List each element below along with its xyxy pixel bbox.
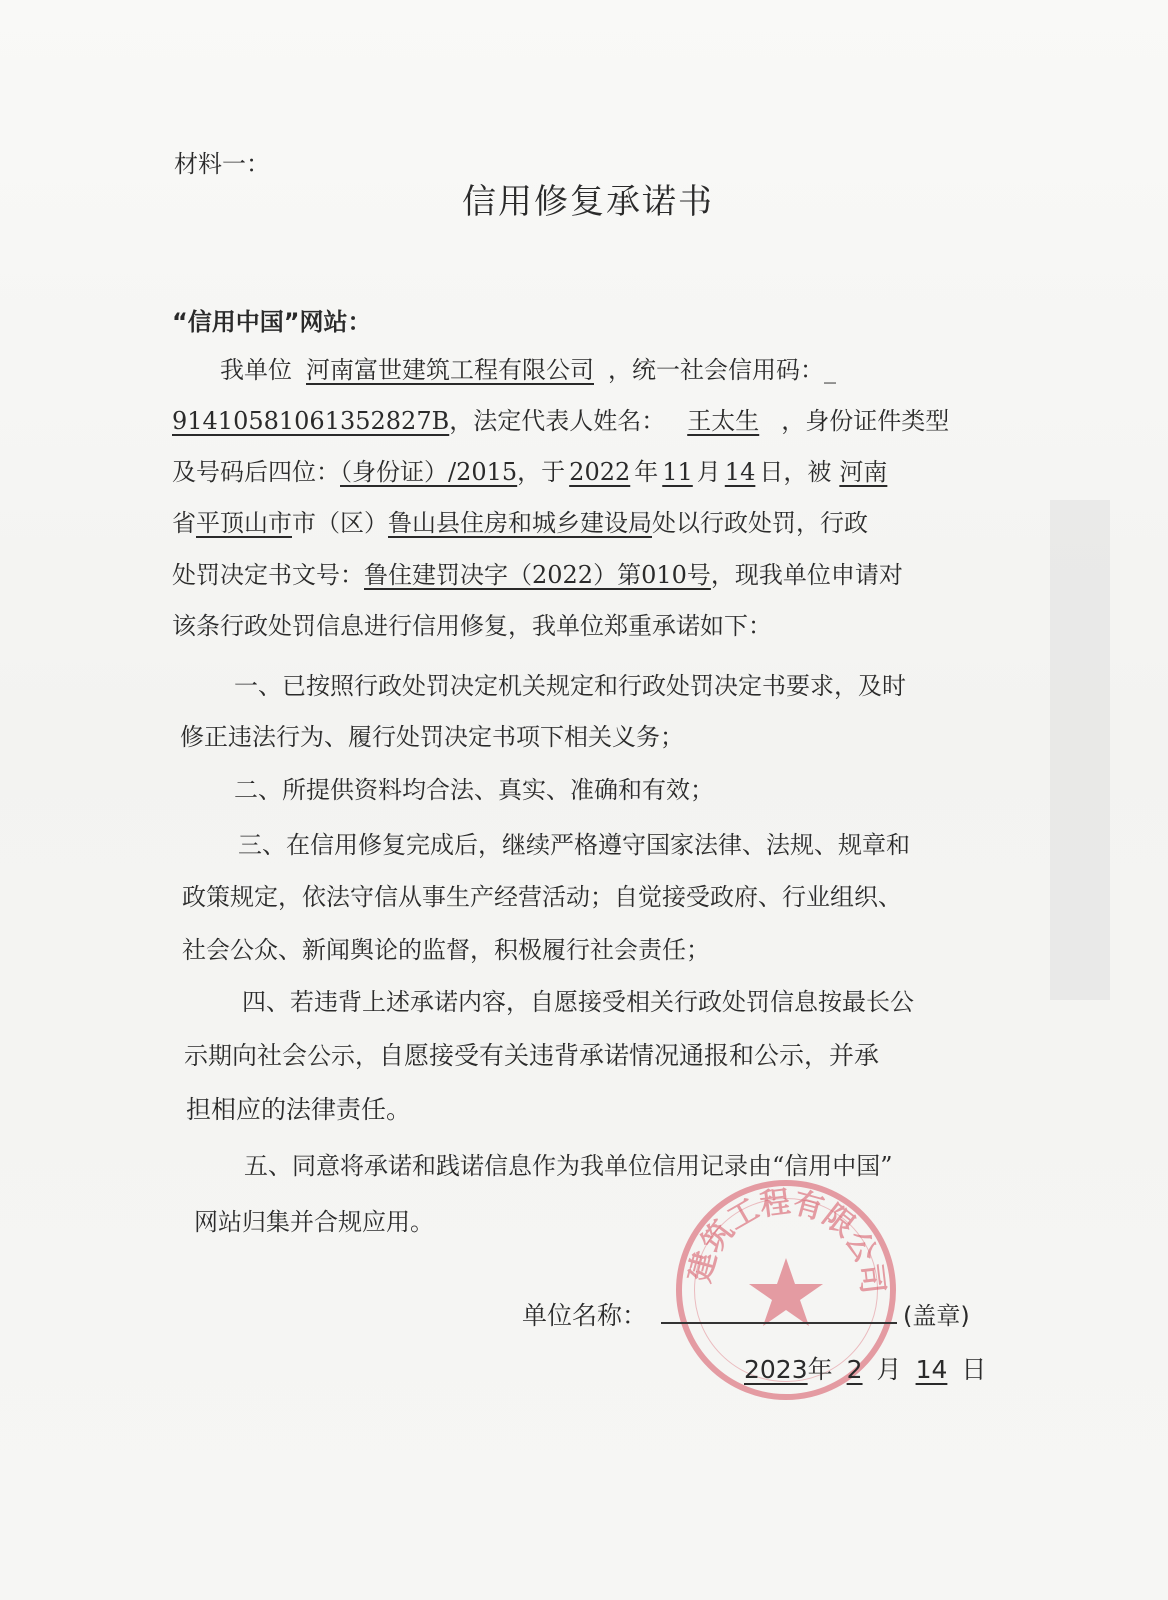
text: 网站归集并合规应用。	[194, 1208, 434, 1236]
page-title: 信用修复承诺书	[462, 182, 714, 222]
text: 处以行政处罚，行政	[652, 509, 868, 537]
item-4-line-3	[0, 1080, 1168, 1140]
text: ，身份证件类型	[781, 407, 950, 435]
item-2-line	[0, 760, 1168, 820]
company-name: 河南富世建筑工程有限公司	[306, 356, 594, 384]
signature-line	[0, 1286, 1168, 1346]
text: 修正违法行为、履行处罚决定书项下相关义务；	[180, 723, 684, 751]
text: 年	[634, 458, 659, 486]
text: 三、在信用修复完成后，继续严格遵守国家法律、法规、规章和	[238, 831, 910, 859]
text: 示期	[184, 1042, 232, 1070]
seal-label: (盖章)	[903, 1302, 970, 1330]
city: 平顶山市	[196, 509, 292, 537]
text: ，于	[517, 458, 566, 486]
seal-text-path: 建筑工程有限公司	[682, 1186, 890, 1296]
item-1-line-2	[0, 707, 1168, 767]
text: 市（区）	[292, 509, 388, 537]
text: 月	[876, 1355, 902, 1384]
sign-year: 2023	[744, 1355, 808, 1384]
text: 日，被	[759, 458, 832, 486]
penalty-day: 14	[724, 458, 756, 486]
date-line	[0, 1340, 1168, 1400]
unit-name-blank	[661, 1318, 897, 1324]
text: 我单位	[220, 356, 292, 384]
text: 省	[172, 509, 196, 537]
text: _	[824, 356, 836, 384]
item-3-line-2	[0, 867, 1168, 927]
text: 担相应的法律责任。	[186, 1095, 412, 1124]
id-info: （身份证）/2015	[340, 458, 518, 486]
item-4-line-2	[0, 1026, 1168, 1086]
decision-number: 鲁住建罚决字（2022）第010号	[364, 561, 711, 589]
text: 及号码后四位：	[172, 458, 340, 486]
penalty-year: 2022	[569, 458, 631, 486]
sign-day: 14	[915, 1355, 948, 1384]
text: ，现我单位申请对	[710, 561, 903, 589]
body-line-6	[0, 596, 1168, 656]
item-3-line-3	[0, 920, 1168, 980]
title-line	[0, 172, 1168, 232]
text: 政策规定，依法守信从事生产经营活动；自觉接受政府、行业组织、	[182, 883, 902, 911]
material-label: 材料一：	[174, 150, 270, 178]
text: 月	[696, 458, 721, 486]
text: 该条行政处罚信息进行信用修复，我单位郑重承诺如下：	[172, 612, 772, 640]
agency: 鲁山县住房和城乡建设局	[388, 509, 652, 537]
text: ，统一社会信用码：	[608, 356, 824, 384]
text: 五、同意将承诺和践诺信息作为我单位信用记录由“信用中国”	[244, 1152, 893, 1180]
item-3-line-1	[0, 815, 1168, 875]
representative-name: 王太生	[687, 407, 760, 435]
addressee: “信用中国”网站：	[172, 308, 372, 336]
text: 年	[807, 1355, 833, 1384]
unit-name-label: 单位名称：	[522, 1301, 648, 1330]
sign-month: 2	[846, 1355, 863, 1384]
text: ，法定代表人姓名：	[449, 407, 666, 435]
text: 自愿接受有关违背承诺情况通报和公示，并承	[379, 1041, 880, 1070]
credit-code: 91410581061352827B	[172, 407, 450, 435]
text: 向社会	[232, 1041, 308, 1070]
body-line-4	[0, 493, 1168, 553]
penalty-month: 11	[662, 458, 693, 486]
item-5-line-1	[0, 1136, 1168, 1196]
province: 河南	[839, 458, 888, 486]
text: 一、已按照行政处罚决定机关规定和行政处罚决定书要求，及时	[234, 672, 906, 700]
text: 公示，	[307, 1042, 380, 1070]
text: 四、若违背上述承诺内容，自愿接受相关行政处罚信息按最长公	[242, 988, 914, 1016]
text: 日	[961, 1355, 987, 1384]
text: 处罚决定书文号：	[172, 561, 364, 589]
item-4-line-1	[0, 972, 1168, 1032]
item-5-line-2	[0, 1192, 1168, 1252]
text: 社会公众、新闻舆论的监督，积极履行社会责任；	[182, 936, 710, 964]
text: 二、所提供资料均合法、真实、准确和有效；	[234, 776, 714, 804]
